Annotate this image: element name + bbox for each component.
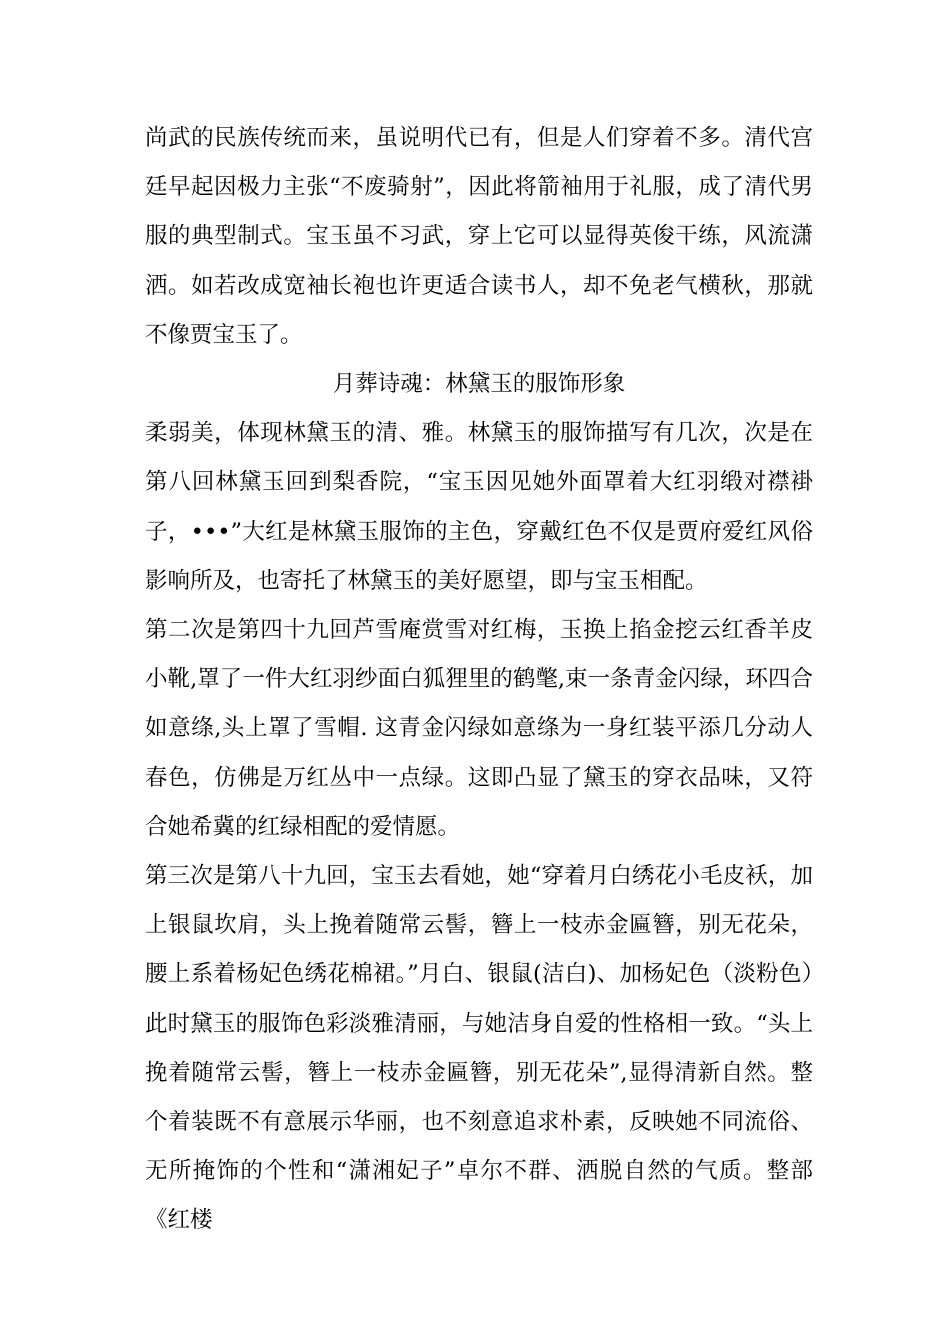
paragraph-arrow-sleeve: 尚武的民族传统而来，虽说明代已有，但是人们穿着不多。清代宫廷早起因极力主张“不废骑射”，因此将箭袖用于礼服，成了清代男服的典型制式。宝玉虽不习武，穿上它可以显得英俊干练，风流潇洒。如若改成宽袖长袍也许更适合读书人，却不免老气横秋，那就不像贾宝玉了。 xyxy=(145,125,813,348)
document-body xyxy=(145,114,813,1246)
paragraph-daiyu-second: 第二次是第四十九回芦雪庵赏雪对红梅，玉换上掐金挖云红香羊皮小靴,罩了一件大红羽纱面白狐狸里的鹤氅,束一条青金闪绿，环四合如意绦,头上罩了雪帽. 这青金闪绿如意绦为一身红装平添几分动人春色，仿佛是万红丛中一点绿。这即凸显了黛玉的穿衣品味，又符合她希冀的红绿相配的爱情愿。 xyxy=(145,617,813,840)
paragraph-daiyu-intro: 柔弱美，体现林黛玉的清、雅。林黛玉的服饰描写有几次，次是在第八回林黛玉回到梨香院，“宝玉因见她外面罩着大红羽缎对襟褂子，•••”大红是林黛玉服饰的主色，穿戴红色不仅是贾府爱红风俗影响所及，也寄托了林黛玉的美好愿望，即与宝玉相配。 xyxy=(145,420,813,594)
paragraph-daiyu-third: 第三次是第八十九回，宝玉去看她，她“穿着月白绣花小毛皮袄，加上银鼠坎肩，头上挽着随常云髻，簪上一枝赤金匾簪，别无花朵，腰上系着杨妃色绣花棉裙。”月白、银鼠(洁白)、加杨妃色（淡粉色）此时黛玉的服饰色彩淡雅清丽，与她洁身自爱的性格相一致。“头上挽着随常云髻，簪上一枝赤金匾簪，别无花朵”,显得清新自然。整个着装既不有意展示华丽，也不刻意追求朴素，反映她不同流俗、无所掩饰的个性和“潇湘妃子”卓尔不群、洒脱自然的气质。整部《红楼 xyxy=(145,863,813,1234)
section-heading: 月葬诗魂：林黛玉的服饰形象 xyxy=(332,371,626,398)
